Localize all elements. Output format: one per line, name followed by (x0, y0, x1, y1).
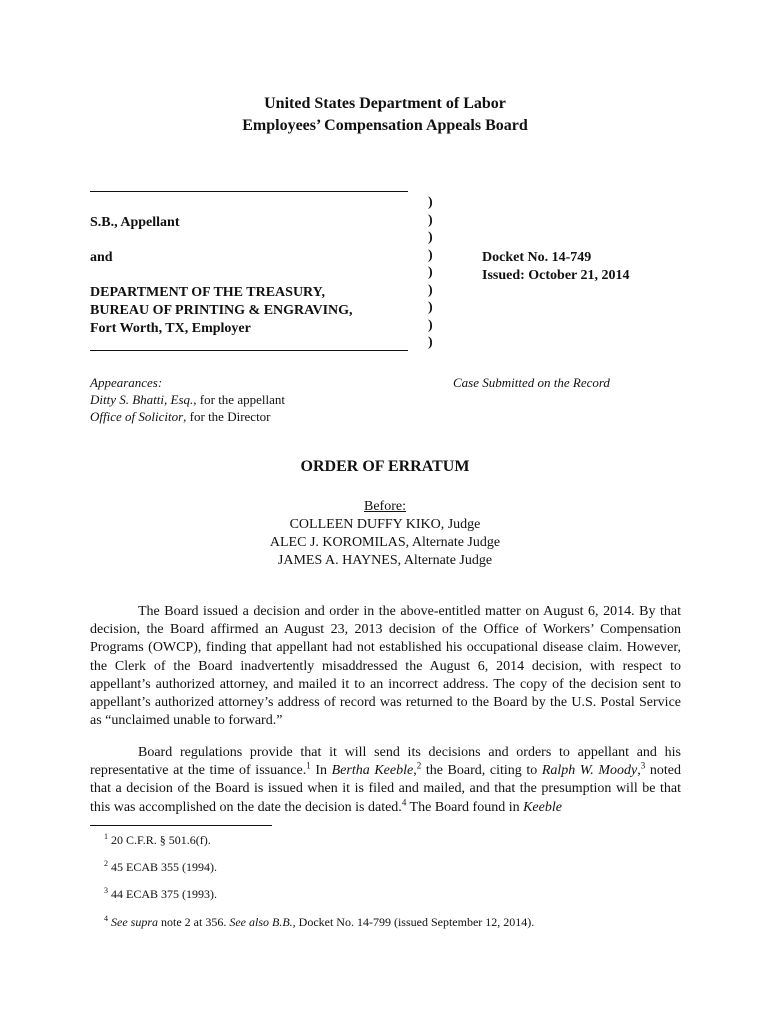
employer-line-2: BUREAU OF PRINTING & ENGRAVING, (90, 303, 353, 318)
caption-top-rule (90, 191, 408, 192)
footnote-ref-2: 2 (416, 760, 422, 771)
paren: ) (428, 212, 433, 228)
judge-3: JAMES A. HAYNES, Alternate Judge (277, 553, 493, 568)
caption-bottom-rule (90, 350, 408, 351)
judge-1: COLLEEN DUFFY KIKO, Judge (289, 517, 481, 532)
footnote-text: 45 ECAB 355 (1994). (108, 860, 217, 874)
director-counsel: Office of Solicitor (90, 409, 184, 424)
paren: ) (428, 282, 433, 298)
paren: ) (428, 335, 433, 350)
case-keeble: Keeble (523, 799, 562, 815)
footnote-ref-4: 4 (401, 796, 407, 807)
footnote-text: 44 ECAB 375 (1993). (108, 887, 217, 901)
appellant-counsel: Ditty S. Bhatti, Esq. (90, 392, 194, 407)
caption-paren-column (428, 194, 433, 352)
judge-2: ALEC J. KOROMILAS, Alternate Judge (269, 535, 501, 550)
paren: ) (428, 300, 433, 315)
case-submitted: Case Submitted on the Record (453, 375, 610, 390)
appearances-label: Appearances: (90, 375, 163, 390)
paragraph-2: Board regulations provide that it will send its decisions and orders to appellant and his representative at the time of issuance.$^1$ In Bertha Keeble,$^2$ the Board, citing to Ralph W. Moody,$^3$ noted that a decision of the Board is issued when it is filed and mailed, and that the presumption will be that this was accomplished on the date the decision is dated.$^4$ The Board found in Keeble (90, 745, 681, 815)
paragraph-1: The Board issued a decision and order in the above-entitled matter on August 6, 2014. By that decision, the Board affirmed an August 23, 2013 decision of the Office of Workers’ Compensation Programs (OWCP), finding that appellant had not established his occupational disease claim. However, the Clerk of the Board inadvertently misaddressed the August 6, 2014 decision, with respect to appellant’s authorized attorney, and mailed it to an incorrect address. The copy of the decision sent to appellant’s authorized attorney’s address of record was returned to the Board by the U.S. Postal Service as “unclaimed unable to forward.” (90, 604, 681, 729)
case-bertha-keeble: Bertha Keeble (331, 763, 414, 779)
footnote-ref-1: 1 (306, 760, 311, 771)
judges-block (0, 498, 770, 570)
appearance-appellant: Ditty S. Bhatti, Esq., for the appellant (90, 392, 285, 407)
paren: ) (428, 230, 433, 245)
paren: ) (428, 265, 433, 280)
paren: ) (428, 317, 433, 333)
appellant-name: S.B., Appellant (90, 215, 180, 230)
footnote-number: 3 (104, 886, 108, 895)
paren: ) (428, 247, 433, 263)
before-label: Before: (364, 499, 406, 514)
footnote-4: $^4$ See supra note 2 at 356. See also B.B., Docket No. 14-799 (issued September 12, 2014). (104, 914, 535, 929)
issued-date: Issued: October 21, 2014 (482, 268, 630, 283)
page-title: ORDER OF ERRATUM (300, 458, 470, 475)
employer-line-1: DEPARTMENT OF THE TREASURY, (90, 285, 325, 300)
footnote-number: 1 (104, 832, 108, 841)
paren: ) (428, 195, 433, 210)
board-name: Employees’ Compensation Appeals Board (242, 117, 528, 134)
appearance-director: Office of Solicitor, for the Director (90, 409, 271, 424)
footnote-number: 2 (104, 859, 108, 868)
docket-number: Docket No. 14-749 (482, 250, 592, 265)
footnote-2 (104, 860, 217, 874)
employer-line-3: Fort Worth, TX, Employer (90, 321, 251, 336)
case-bb: B.B. (268, 915, 293, 929)
footnote-3 (104, 887, 217, 901)
footnote-1 (104, 833, 211, 847)
footnote-ref-3: 3 (640, 760, 646, 771)
caption-and: and (90, 250, 113, 265)
appearances-block (90, 374, 285, 425)
case-ralph-moody: Ralph W. Moody (541, 763, 638, 779)
footnote-number: 4 (104, 914, 108, 923)
agency-name: United States Department of Labor (264, 95, 506, 112)
footnote-text: 20 C.F.R. § 501.6(f). (108, 833, 211, 847)
footnote-separator (90, 825, 272, 826)
